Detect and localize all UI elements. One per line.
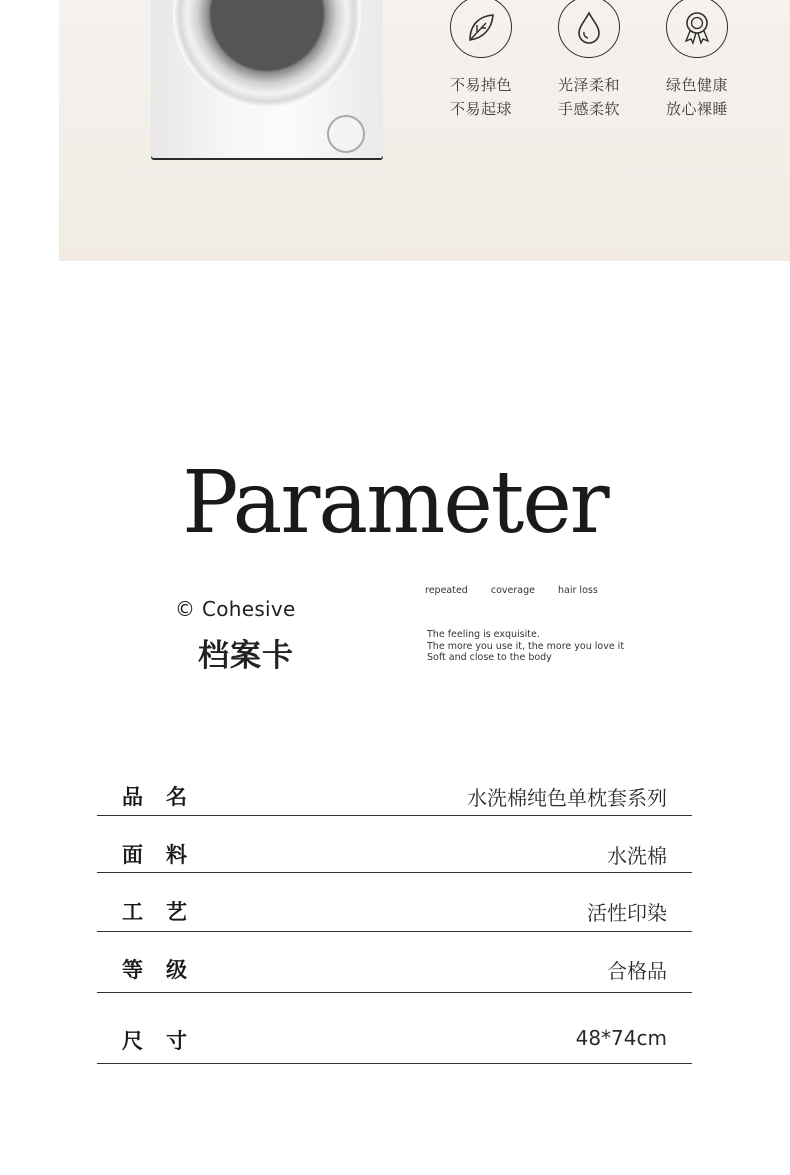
droplet-icon — [558, 0, 620, 58]
tagline-line: Soft and close to the body — [427, 652, 552, 663]
washer-door — [173, 0, 361, 108]
tag-list — [425, 585, 618, 596]
tag: coverage — [490, 585, 535, 596]
page-title: Parameter — [182, 453, 608, 553]
param-label: 尺寸 — [122, 1029, 210, 1053]
param-value: 水洗棉纯色单枕套系列 — [467, 786, 667, 810]
feature-text-2: 光泽柔和 手感柔软 — [557, 76, 620, 118]
washing-machine-image — [151, 0, 383, 158]
hero-banner — [59, 0, 790, 261]
feature-colorfast — [436, 0, 526, 121]
tagline-block — [427, 629, 624, 664]
table-row — [97, 993, 692, 1064]
table-row — [97, 770, 692, 816]
parameter-table — [97, 770, 692, 1064]
param-value: 合格品 — [607, 959, 667, 983]
tag: repeated — [425, 585, 468, 596]
param-label: 等级 — [122, 958, 210, 982]
card-title: 档案卡 — [198, 638, 294, 674]
feature-gloss — [544, 0, 634, 121]
param-label: 面料 — [122, 843, 210, 867]
table-row — [97, 816, 692, 873]
tagline-line: The more you use it, the more you love it — [427, 640, 625, 652]
washer-knob — [327, 115, 365, 153]
feature-text-1: 不易掉色 不易起球 — [449, 76, 512, 118]
leaf-icon — [450, 0, 512, 58]
param-label: 工艺 — [122, 900, 210, 924]
table-row — [97, 873, 692, 932]
tag: hair loss — [558, 585, 598, 596]
param-value: 活性印染 — [587, 901, 667, 925]
feature-text-3: 绿色健康 放心裸睡 — [665, 76, 728, 118]
tagline-line: The feeling is exquisite. — [427, 629, 540, 640]
table-row — [97, 932, 692, 993]
brand-name: © Cohesive — [175, 597, 296, 621]
feature-healthy — [652, 0, 742, 121]
param-label: 品名 — [122, 785, 210, 809]
param-value: 48*74cm — [575, 1026, 667, 1050]
award-badge-icon — [666, 0, 728, 58]
param-value: 水洗棉 — [607, 844, 667, 868]
